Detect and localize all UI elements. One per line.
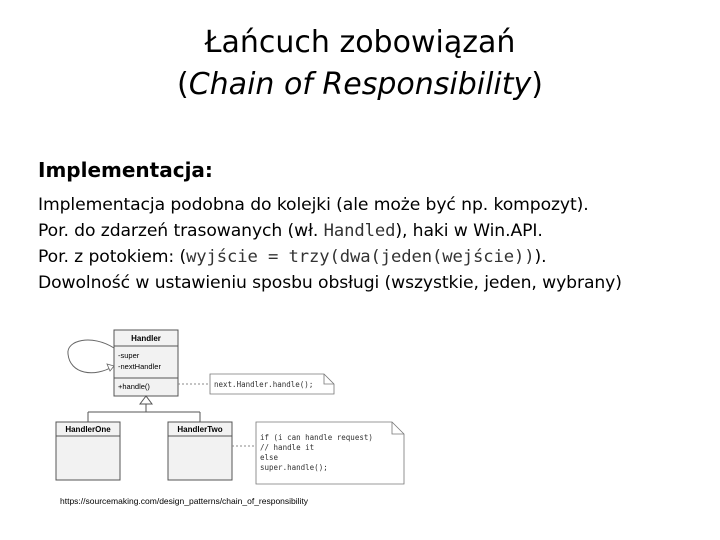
code-pipeline: wyjście = trzy(dwa(jeden(wejście)) xyxy=(186,247,535,267)
title-line-2 xyxy=(0,64,720,106)
body-line-3-prefix: Por. z potokiem: ( xyxy=(38,247,187,267)
body-line-1: Implementacja podobna do kolejki (ale może być np. kompozyt). xyxy=(38,195,589,215)
handler-op-handle: +handle() xyxy=(118,382,150,391)
code-handled: Handled xyxy=(323,221,396,241)
handler-one-class-box xyxy=(56,422,120,480)
title-close-paren: ) xyxy=(531,67,543,102)
note-bottom-line-4: super.handle(); xyxy=(260,463,328,472)
title-english-name: Chain of Responsibility xyxy=(188,67,532,102)
self-association-arrowhead xyxy=(107,364,114,371)
body-text xyxy=(38,192,720,296)
note-top xyxy=(210,374,334,394)
section-heading: Implementacja: xyxy=(38,158,213,182)
note-bottom xyxy=(256,422,404,484)
body-line-2 xyxy=(38,218,720,244)
inheritance-connector xyxy=(88,396,200,422)
handler-attr-super: -super xyxy=(118,351,140,360)
note-top-text: next.Handler.handle(); xyxy=(214,380,314,389)
slide-title xyxy=(0,22,720,106)
source-link[interactable]: https://sourcemaking.com/design_patterns/chain_of_responsibility xyxy=(60,496,309,506)
handler-two-class-box xyxy=(168,422,232,480)
handler-class-box xyxy=(114,330,178,396)
self-association-arrow xyxy=(68,340,114,373)
body-line-3-suffix: ). xyxy=(534,247,547,267)
note-bottom-line-3: else xyxy=(260,453,279,462)
handler-two-class-name: HandlerTwo xyxy=(177,425,223,434)
body-line-2-suffix: ), haki w Win.API. xyxy=(395,221,543,241)
body-line-4: Dowolność w ustawieniu sposbu obsługi (wszystkie, jeden, wybrany) xyxy=(38,273,622,293)
handler-one-class-name: HandlerOne xyxy=(65,425,111,434)
note-bottom-line-1: if (i can handle request) xyxy=(260,433,373,442)
title-open-paren: ( xyxy=(177,67,189,102)
body-line-2-prefix: Por. do zdarzeń trasowanych (wł. xyxy=(38,221,324,241)
handler-attr-next: -nextHandler xyxy=(118,362,161,371)
uml-class-diagram xyxy=(52,326,412,486)
handler-class-name: Handler xyxy=(131,334,161,343)
title-line-1: Łańcuch zobowiązań xyxy=(204,25,516,60)
note-bottom-line-2: // handle it xyxy=(260,443,315,452)
body-line-3 xyxy=(38,244,720,270)
